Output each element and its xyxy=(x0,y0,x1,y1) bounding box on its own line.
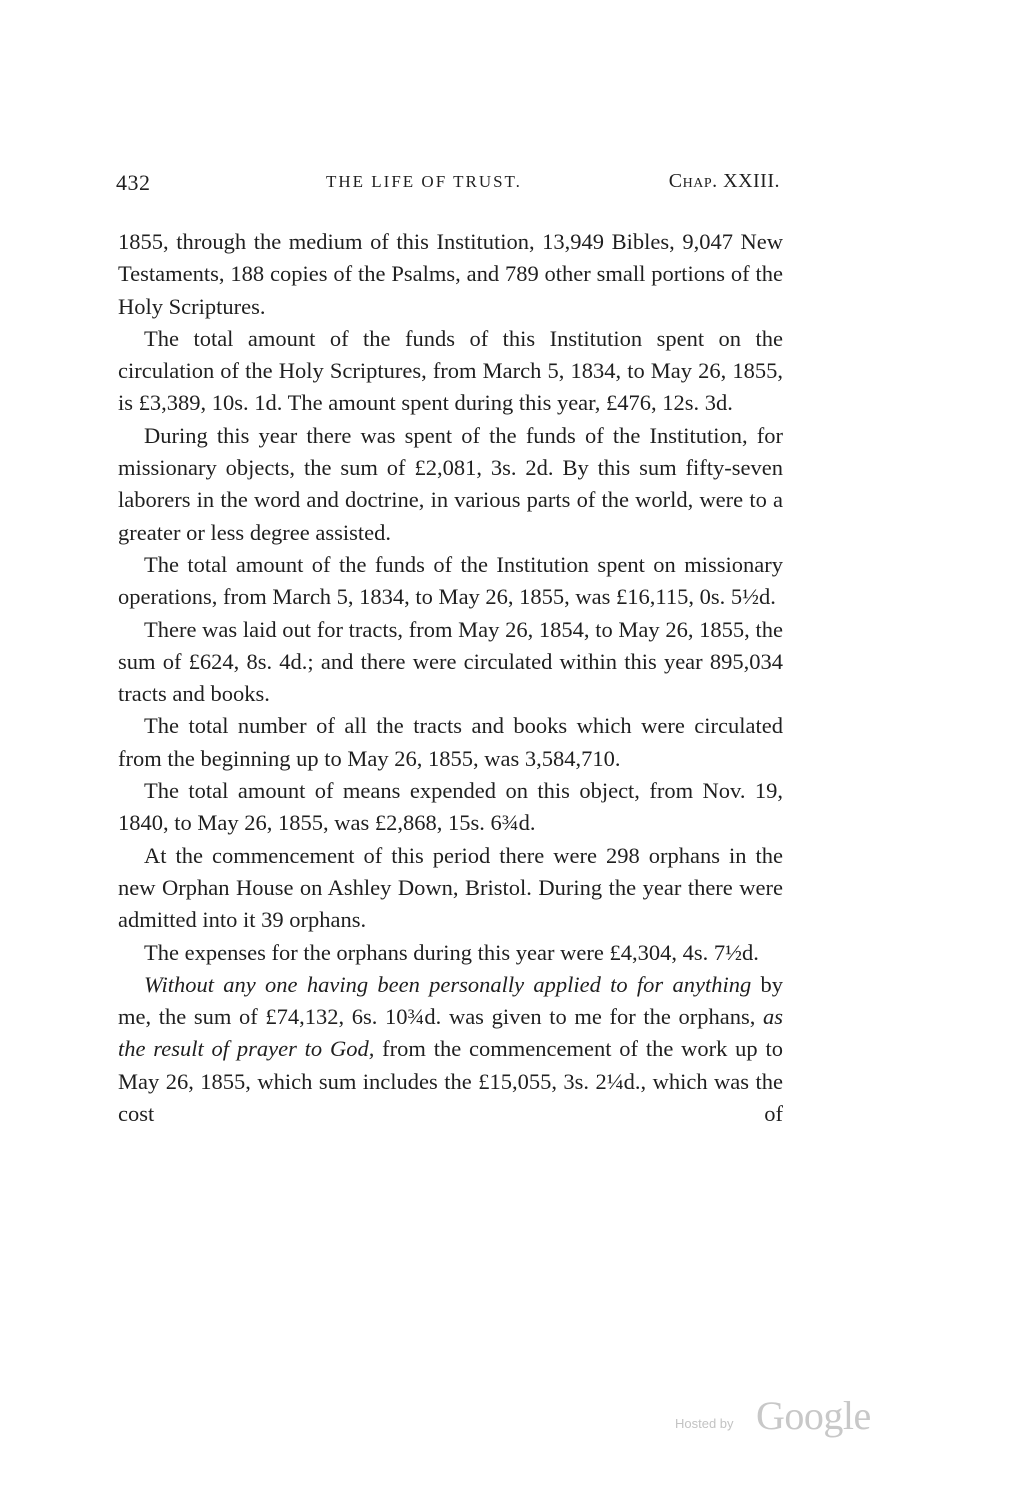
paragraph: During this year there was spent of the funds of the Institution, for missionary objects, the sum of £2,081, 3s. 2d. By this sum fifty-seven laborers in the word and doctrine, in various parts of the world, were to a greater or less degree assisted. xyxy=(118,422,783,545)
paragraph: The total amount of the funds of the Institution spent on missionary operations, from March 5, 1834, to May 26, 1855, was £16,115, 0s. 5½d. xyxy=(118,551,783,610)
book-title: THE LIFE OF TRUST. xyxy=(326,172,522,191)
chapter-label: Chap. XXIII. xyxy=(668,170,780,192)
paragraph-text: by me, the sum of £74,132, 6s. 10¾d. was given to me for the orphans, xyxy=(118,971,784,1030)
running-head xyxy=(116,170,780,200)
italic-phrase: as the result of prayer to God, xyxy=(118,1004,783,1062)
paragraph: The total number of all the tracts and books which were circulated from the beginning up to May 26, 1855, was 3,584,710. xyxy=(118,713,783,771)
paragraph: The expenses for the orphans during this year were £4,304, 4s. 7½d. xyxy=(144,939,759,965)
google-logo: Google xyxy=(756,1393,871,1438)
body-text xyxy=(118,226,783,1130)
page-number: 432 xyxy=(116,170,151,195)
paragraph xyxy=(118,969,783,1130)
italic-phrase: Without any one having been personally applied to for anything xyxy=(144,971,752,997)
paragraph: At the commencement of this period there were 298 orphans in the new Orphan House on Ashley Down, Bristol. During the year there were admitted into it 39 orphans. xyxy=(118,842,783,933)
paragraph-text: from the commencement of the work up to May 26, 1855, which sum includes the £15,055, 3s. 2¼d., which was the cost of xyxy=(118,1036,783,1127)
paragraph: The total amount of the funds of this Institution spent on the circulation of the Holy Scriptures, from March 5, 1834, to May 26, 1855, is £3,389, 10s. 1d. The amount spent during this year, £476, 12s. 3d. xyxy=(118,325,783,416)
paragraph: 1855, through the medium of this Institution, 13,949 Bibles, 9,047 New Testaments, 188 copies of the Psalms, and 789 other small portions of the Holy Scriptures. xyxy=(118,229,783,319)
hosted-by-label: Hosted by xyxy=(675,1416,734,1431)
google-watermark xyxy=(675,1392,885,1442)
paragraph: The total amount of means expended on this object, from Nov. 19, 1840, to May 26, 1855, was £2,868, 15s. 6¾d. xyxy=(118,778,783,836)
paragraph: There was laid out for tracts, from May 26, 1854, to May 26, 1855, the sum of £624, 8s. 4d.; and there were circulated within this year 895,034 tracts and books. xyxy=(118,616,783,707)
